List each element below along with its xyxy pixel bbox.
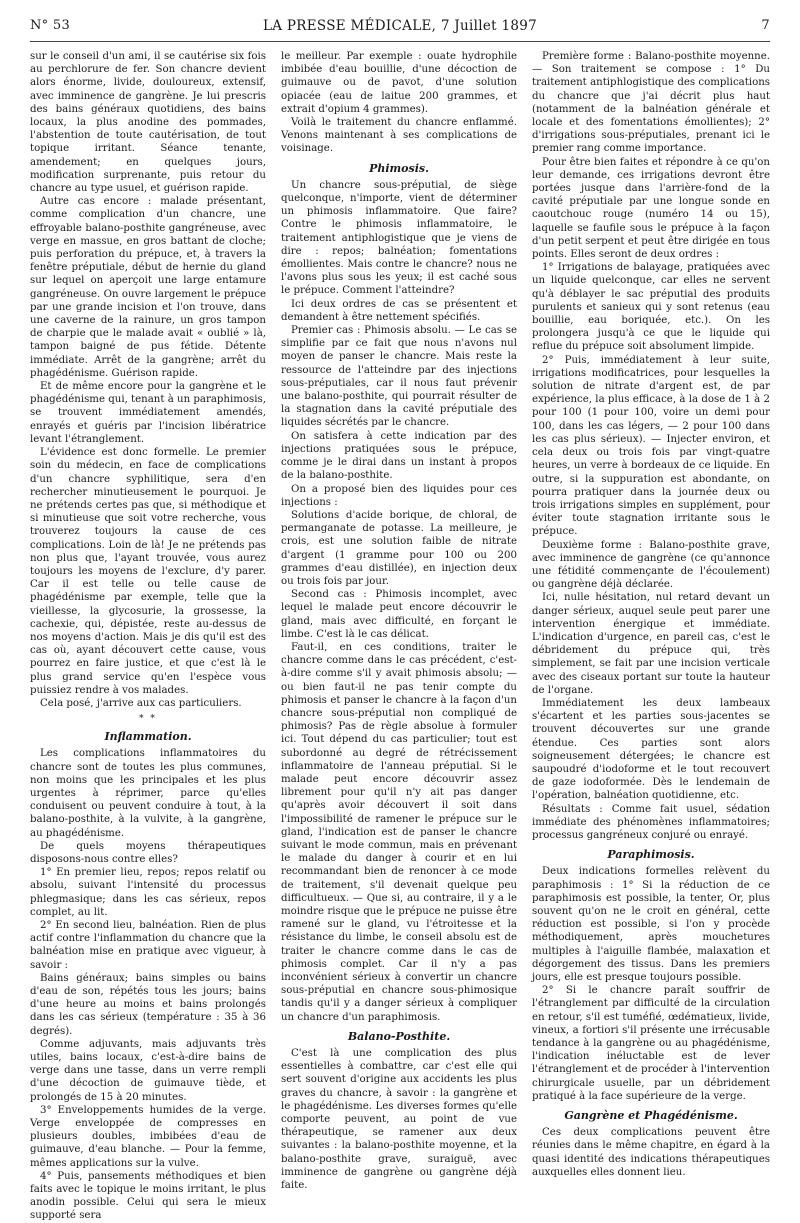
section-heading-gangrene: Gangrène et Phagédénisme. [564,1109,738,1123]
paragraph: Un chancre sous-préputial, de siège quelconque, n'importe, vient de déterminer un phimosis inflammatoire. Que faire? Contre le phimosis inflammatoire, le traitement antiphlogistique que je viens de dire : repos; balnéation; fomentations émollientes. Mais contre le chancre? nous ne l'avons plus sous les yeux; il est caché sous le prépuce. Comment l'atteindre? [281,179,517,297]
paragraph: On a proposé bien des liquides pour ces injections : [281,483,517,508]
paragraph: sur le conseil d'un ami, il se cautérise six fois au perchlorure de fer. Son chancre devient alors énorme, livide, douloureux, extensif, avec imminence de gangrène. Je lui prescris des bains généraux quotidiens, des bains locaux, la plus anodine des pommades, l'abstention de toute cautérisation, de tout topique irritant. Séance tenante, amendement; en quelques jours, modification surprenante, puis retour du chancre au type usuel, et guérison rapide. [30,51,266,195]
paragraph: Résultats : Comme fait usuel, sédation immédiate des phénomènes inflammatoires; processus gangréneux conjuré ou enrayé. [532,803,770,841]
paragraph: Cela posé, j'arrive aux cas particuliers. [40,697,242,709]
paragraph: Deux indications formelles relèvent du paraphimosis : 1° Si la réduction de ce paraphimosis est possible, la tenter, Or, plus souvent qu'on ne le croit en général, cette réduction est possible, si l'on y procède méthodiquement, après mouchetures multiples à l'aiguille flambée, malaxation et dégorgement des tissus. Dans les premiers jours, elle est presque toujours possible. [532,866,770,984]
journal-title: LA PRESSE MÉDICALE, 7 Juillet 1897 [262,18,538,34]
paragraph: 2° Puis, immédiatement à leur suite, irrigations modificatrices, pour lesquelles la solution de nitrate d'argent est, de par expérience, la plus efficace, à la dose de 1 à 2 pour 100 (1 pour 100, voire un demi pour 100, dans les cas légers, — 2 pour 100 dans les cas plus sérieux). — Injecter environ, et cela deux ou trois fois par vingt-quatre heures, un verre à bordeaux de ce liquide. En outre, si la suppuration est abondante, on pourra pratiquer dans la journée deux ou trois irrigations simples en supplément, pour éviter toute stagnation irritante sous le prépuce. [532,354,770,538]
paragraph: Voilà le traitement du chancre enflammé. Venons maintenant à ses complications de voisinage. [281,117,517,155]
paragraph: Et de même encore pour la gangrène et le phagédénisme qui, tenant à un paraphimosis, se trouvent immédiatement amendés, enrayés et guéris par l'incision libératrice levant l'étranglement. [30,381,266,445]
paragraph: C'est là une complication des plus essentielles à combattre, car c'est elle qui sert souvent d'origine aux accidents les plus graves du chancre, à savoir : la gangrène et le phagédénisme. Les diverses formes qu'elle comporte peuvent, au point de vue thérapeutique, se ramener aux deux suivantes : la balano-posthite moyenne, et la balano-posthite grave, suraiguë, avec imminence de gangrène ou gangrène déjà faite. [281,1048,517,1192]
paragraph: Deuxième forme : Balano-posthite grave, avec imminence de gangrène (ce qu'annonce une fétidité commençante de l'écoulement) ou gangrène déjà déclarée. [532,539,770,591]
paragraph: Immédiatement les deux lambeaux s'écartent et les parties sous-jacentes se trouvent découvertes sur une grande étendue. Ces parties sont alors soigneusement détergées; le chancre est saupoudré d'iodoforme et le tout recouvert de gaze iodoformée. Dès le lendemain de l'opération, balnéation quotidienne, etc. [532,697,770,802]
column-2 [281,50,517,1192]
section-separator: * * [139,714,157,725]
paragraph: Premier cas : Phimosis absolu. — Le cas se simplifie par ce fait que nous n'avons nul moyen de panser le chancre. Mais reste la ressource de l'atteindre par des injections sous-préputiales, car il nous faut prévenir une balano-posthite, qui pourrait résulter de la stagnation dans la cavité préputiale des liquides sécrétés par le chancre. [281,325,517,429]
header-rule [30,41,770,42]
paragraph: Autre cas encore : malade présentant, comme complication d'un chancre, une effroyable balano-posthite gangréneuse, avec verge en massue, en gros battant de cloche; puis perforation du prépuce, et, à travers la fenêtre préputiale, début de hernie du gland sur lequel on aperçoit une large entamure gangréneuse. On ouvre largement le prépuce par une grande incision et l'on trouve, dans une caverne de la rainure, un gros tampon de charpie que le malade avait « oublié » là, tampon baigné de pus fétide. Détente immédiate. Arrêt de la gangrène; arrêt du phagédénisme. Guérison rapide. [30,196,266,379]
column-1 [30,50,266,1222]
paragraph: Comme adjuvants, mais adjuvants très utiles, bains locaux, c'est-à-dire bains de verge dans une tasse, dans un verre rempli d'une décoction de guimauve tiède, et prolongés de 15 à 20 minutes. [30,1038,266,1103]
paragraph: Second cas : Phimosis incomplet, avec lequel le malade peut encore découvrir le gland, mais avec difficulté, en forçant le limbe. C'est là le cas délicat. [281,589,517,640]
issue-number: N° 53 [30,18,71,33]
paragraph: On satisfera à cette indication par des injections pratiquées sous le prépuce, comme je le dirai dans un instant à propos de la balano-posthite. [281,430,517,482]
paragraph: Bains généraux; bains simples ou bains d'eau de son, répétés tous les jours; bains d'une heure au moins et bains prolongés dans les cas sérieux (température : 35 à 36 degrés). [30,972,266,1037]
paragraph: Faut-il, en ces conditions, traiter le chancre comme dans le cas précédent, c'est-à-dire comme s'il y avait phimosis absolu; — ou bien faut-il ne pas tenir compte du phimosis et panser le chancre à la façon d'un chancre sous-préputial non compliqué de phimosis? Pas de règle absolue à formuler ici. Tout dépend du cas particulier; tout est subordonné au degré de rétrécissement inflammatoire de l'anneau préputial. Si le malade peut encore découvrir assez librement pour qu'il n'y ait pas danger qu'après avoir découvert il soit dans l'impossibilité de ramener le prépuce sur le gland, l'indication est de panser le chancre suivant le mode commun, mais en prévenant le malade du danger à courir et en lui recommandant bien de renoncer à ce mode de traitement, s'il devenait quelque peu difficultueux. — Que si, au contraire, il y a le moindre risque que le prépuce ne puisse être ramené sur le gland, vu l'étroitesse et la résistance du limbe, le conseil absolu est de traiter le chancre comme dans le cas de phimosis complet. Car il n'y a pas inconvénient sérieux à convertir un chancre sous-préputial en chancre sous-phimosique tandis qu'il y a danger sérieux à compliquer un chancre d'un paraphimosis. [281,641,517,1023]
paragraph: Première forme : Balano-posthite moyenne. — Son traitement se compose : 1° Du traitement antiphlogistique des complications du chancre que j'ai décrit plus haut (notamment de la balnéation générale et locale et des fomentations émollientes); 2° d'irrigations sous-préputiales, prenant ici le premier rang comme importance. [532,51,770,155]
section-heading-balano-posthite: Balano-Posthite. [347,1029,451,1043]
paragraph: De quels moyens thérapeutiques disposons-nous contre elles? [30,840,266,865]
column-3 [532,50,770,1178]
paragraph: le meilleur. Par exemple : ouate hydrophile imbibée d'eau bouillie, d'une décoction de guimauve ou de pavot, d'une solution opiacée (eau de laitue 200 grammes, et extrait d'opium 4 grammes). [281,51,517,115]
paragraph: L'évidence est donc formelle. Le premier soin du médecin, en face de complications d'un chancre syphilitique, sera d'en rechercher minutieusement le pourquoi. Je ne prétends certes pas que, si méthodique et si minutieuse que soit votre recherche, vous trouverez toujours la cause de ces complications. Loin de là! Je ne prétends pas non plus que, l'ayant trouvée, vous aurez toujours les moyens de l'exclure, d'y parer. Car il est telle ou telle cause de phagédénisme par exemple, telle que la vieillesse, la glycosurie, la grossesse, la cachexie, qui, dépistée, reste au-dessus de nos moyens d'action. Mais je dis qu'il est des cas où, ayant découvert cette cause, vous pourrez en faire justice, et que c'est là le plus grand service qu'en l'espèce vous puissiez rendre à vos malades. [30,447,266,696]
paragraph: 1° En premier lieu, repos; repos relatif ou absolu, suivant l'intensité du processus phlegmasique; dans les cas sérieux, repos complet, au lit. [30,867,266,918]
paragraph: 3° Enveloppements humides de la verge. Verge enveloppée de compresses en plusieurs doubles, imbibées d'eau de guimauve, d'eau blanche. — Pour la femme, mêmes applications sur la vulve. [30,1104,266,1169]
section-heading-phimosis: Phimosis. [369,161,429,175]
page-number: 7 [761,18,770,33]
paragraph: 2° En second lieu, balnéation. Rien de plus actif contre l'inflammation du chancre que la balnéation mise en pratique avec vigueur, à savoir : [30,920,266,971]
section-heading-paraphimosis: Paraphimosis. [607,848,695,862]
paragraph: Pour être bien faites et répondre à ce qu'on leur demande, ces irrigations devront être portées jusque dans l'arrière-fond de la cavité préputiale par une longue sonde en caoutchouc rouge (numéro 14 ou 15), laquelle se faufile sous le prépuce à la façon d'un petit serpent et peut être dirigée en tous points. Elles seront de deux ordres : [532,156,770,261]
paragraph: Les complications inflammatoires du chancre sont de toutes les plus communes, non moins que les principales et les plus urgentes à réprimer, parce qu'elles conduisent ou peuvent conduire à tout, à la balano-posthite, à la vulvite, à la gangrène, au phagédénisme. [30,748,266,839]
paragraph: 2° Si le chancre paraît souffrir de l'étranglement par difficulté de la circulation en retour, s'il est tuméfié, œdématieux, livide, vineux, a fortiori s'il présente une irrécusable tendance à la gangrène ou au phagédénisme, l'indication inéluctable est de lever l'étranglement et de procéder à l'intervention chirurgicale usuelle, par un débridement pratiqué à la face supérieure de la verge. [532,985,770,1102]
paragraph: 4° Puis, pansements méthodiques et bien faits avec le topique le moins irritant, le plus anodin possible. Celui qui sera le mieux supporté sera [30,1170,266,1222]
paragraph: Solutions d'acide borique, de chloral, de permanganate de potasse. La meilleure, je crois, est une solution faible de nitrate d'argent (1 gramme pour 100 ou 200 grammes d'eau distillée), en injection deux ou trois fois par jour. [281,509,517,587]
paragraph: Ici deux ordres de cas se présentent et demandent à être nettement spécifiés. [281,298,517,323]
page-header [30,18,770,40]
paragraph: Ces deux complications peuvent être réunies dans le même chapitre, en égard à la quasi identité des indications thérapeutiques auxquelles elles donnent lieu. [532,1127,770,1178]
paragraph: 1° Irrigations de balayage, pratiquées avec un liquide quelconque, car elles ne servent qu'à déblayer le sac préputial des produits purulents et sanieux qui y sont retenus (eau bouillie, eau boriquée, etc.). On les prolongera jusqu'à ce que le liquide qui reflue du prépuce soit absolument limpide. [532,262,770,353]
paragraph: Ici, nulle hésitation, nul retard devant un danger sérieux, auquel seule peut parer une intervention énergique et immédiate. L'indication d'urgence, en pareil cas, c'est le débridement du prépuce qui, très simplement, se fait par une incision verticale avec des ciseaux portant sur toute la hauteur de l'organe. [532,592,770,696]
section-heading-inflammation: Inflammation. [104,730,192,744]
